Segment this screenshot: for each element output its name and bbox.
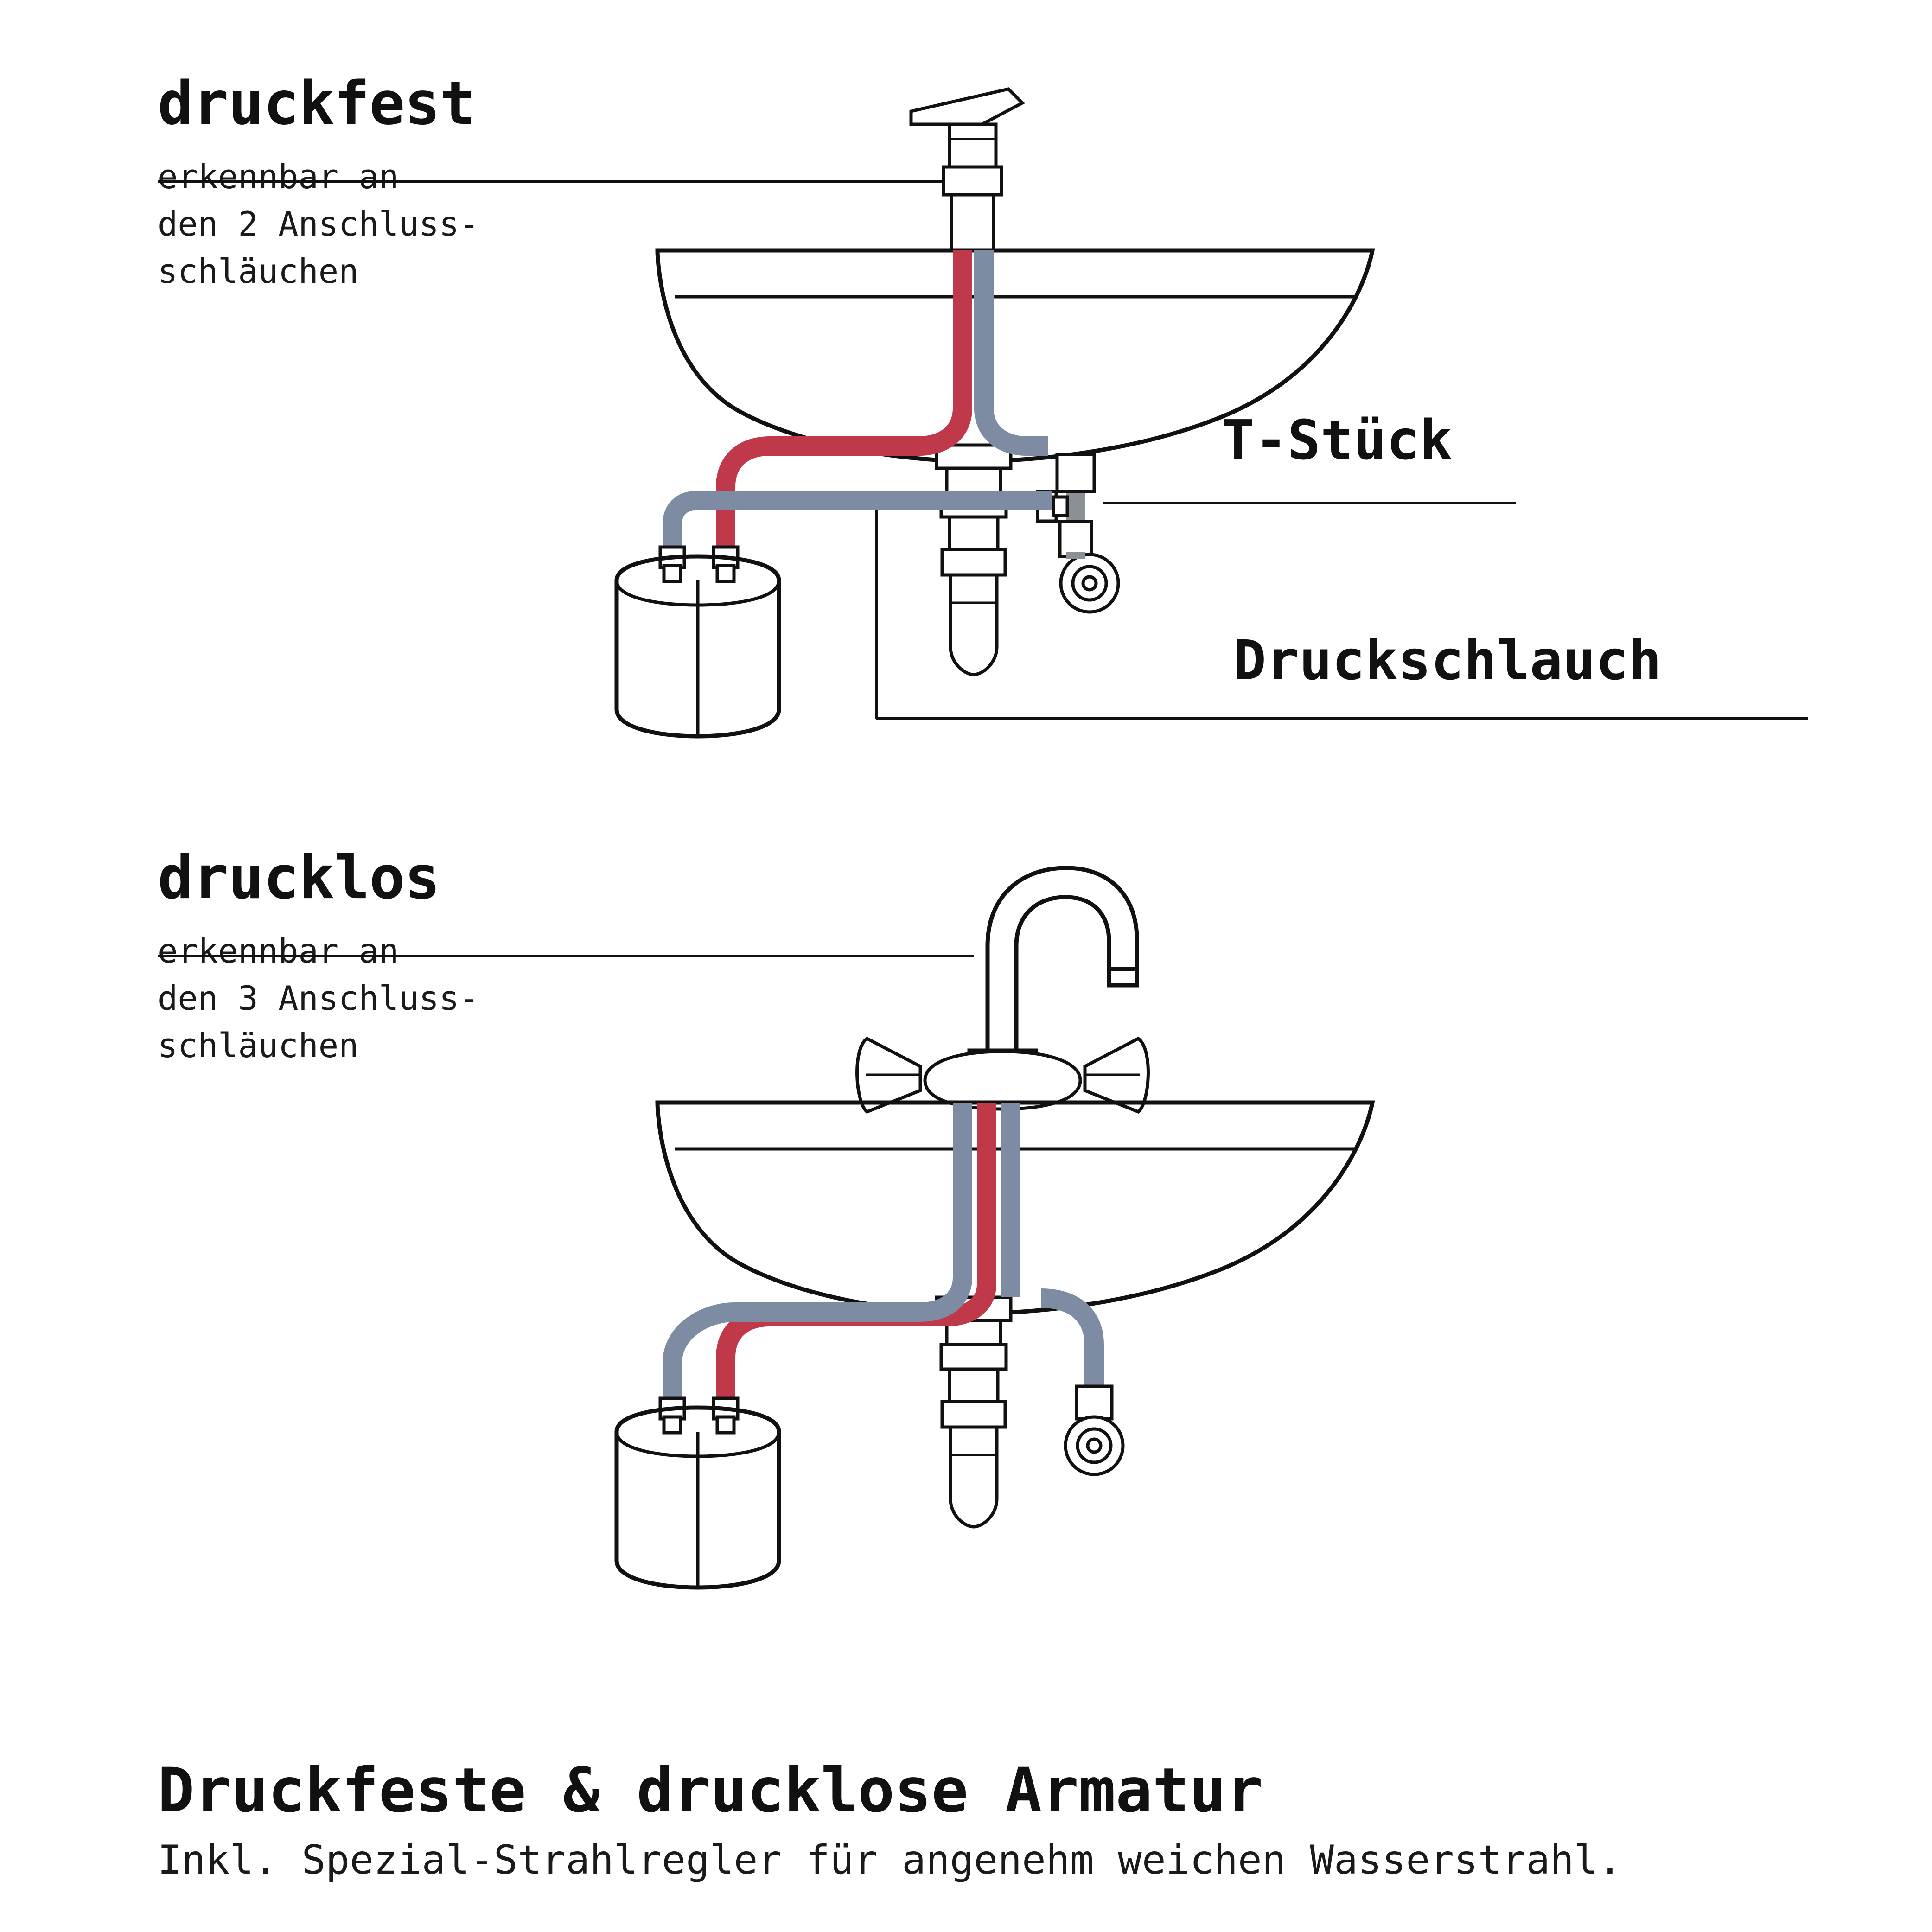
callout-label-druckschlauch: Druckschlauch [1233,628,1662,692]
boiler-bottom [617,1408,779,1588]
angle-valve-bottom [1041,1298,1123,1474]
footer-subtitle: Inkl. Spezial-Strahlregler für angenehm weichen Wasserstrahl. [158,1837,1622,1884]
boiler-top [617,556,779,736]
footer-block [158,1757,1827,1884]
faucet-two-handle [857,868,1148,1112]
figure-drucklos [617,868,1372,1588]
section-drucklos-text [158,843,644,1070]
faucet-single-lever [911,89,1022,250]
hoses-bottom [660,1103,1011,1433]
section-subtitle-drucklos: erkennbar an den 3 Anschluss- schläuchen [158,931,479,1065]
section-title-druckfest: druckfest [158,69,475,138]
footer-title: Druckfeste & drucklose Armatur [158,1755,1263,1826]
hoses-top [660,250,1052,581]
section-druckfest-text [158,69,644,295]
drain-siphon-top [937,445,1011,675]
section-subtitle-druckfest: erkennbar an den 2 Anschluss- schläuchen [158,157,479,291]
section-title-drucklos: drucklos [158,843,440,912]
drain-siphon-bottom [937,1297,1011,1527]
callout-label-t-stueck: T-Stück [1222,408,1453,472]
basin-bottom [657,1103,1372,1314]
t-piece-assembly-top [1038,454,1118,612]
